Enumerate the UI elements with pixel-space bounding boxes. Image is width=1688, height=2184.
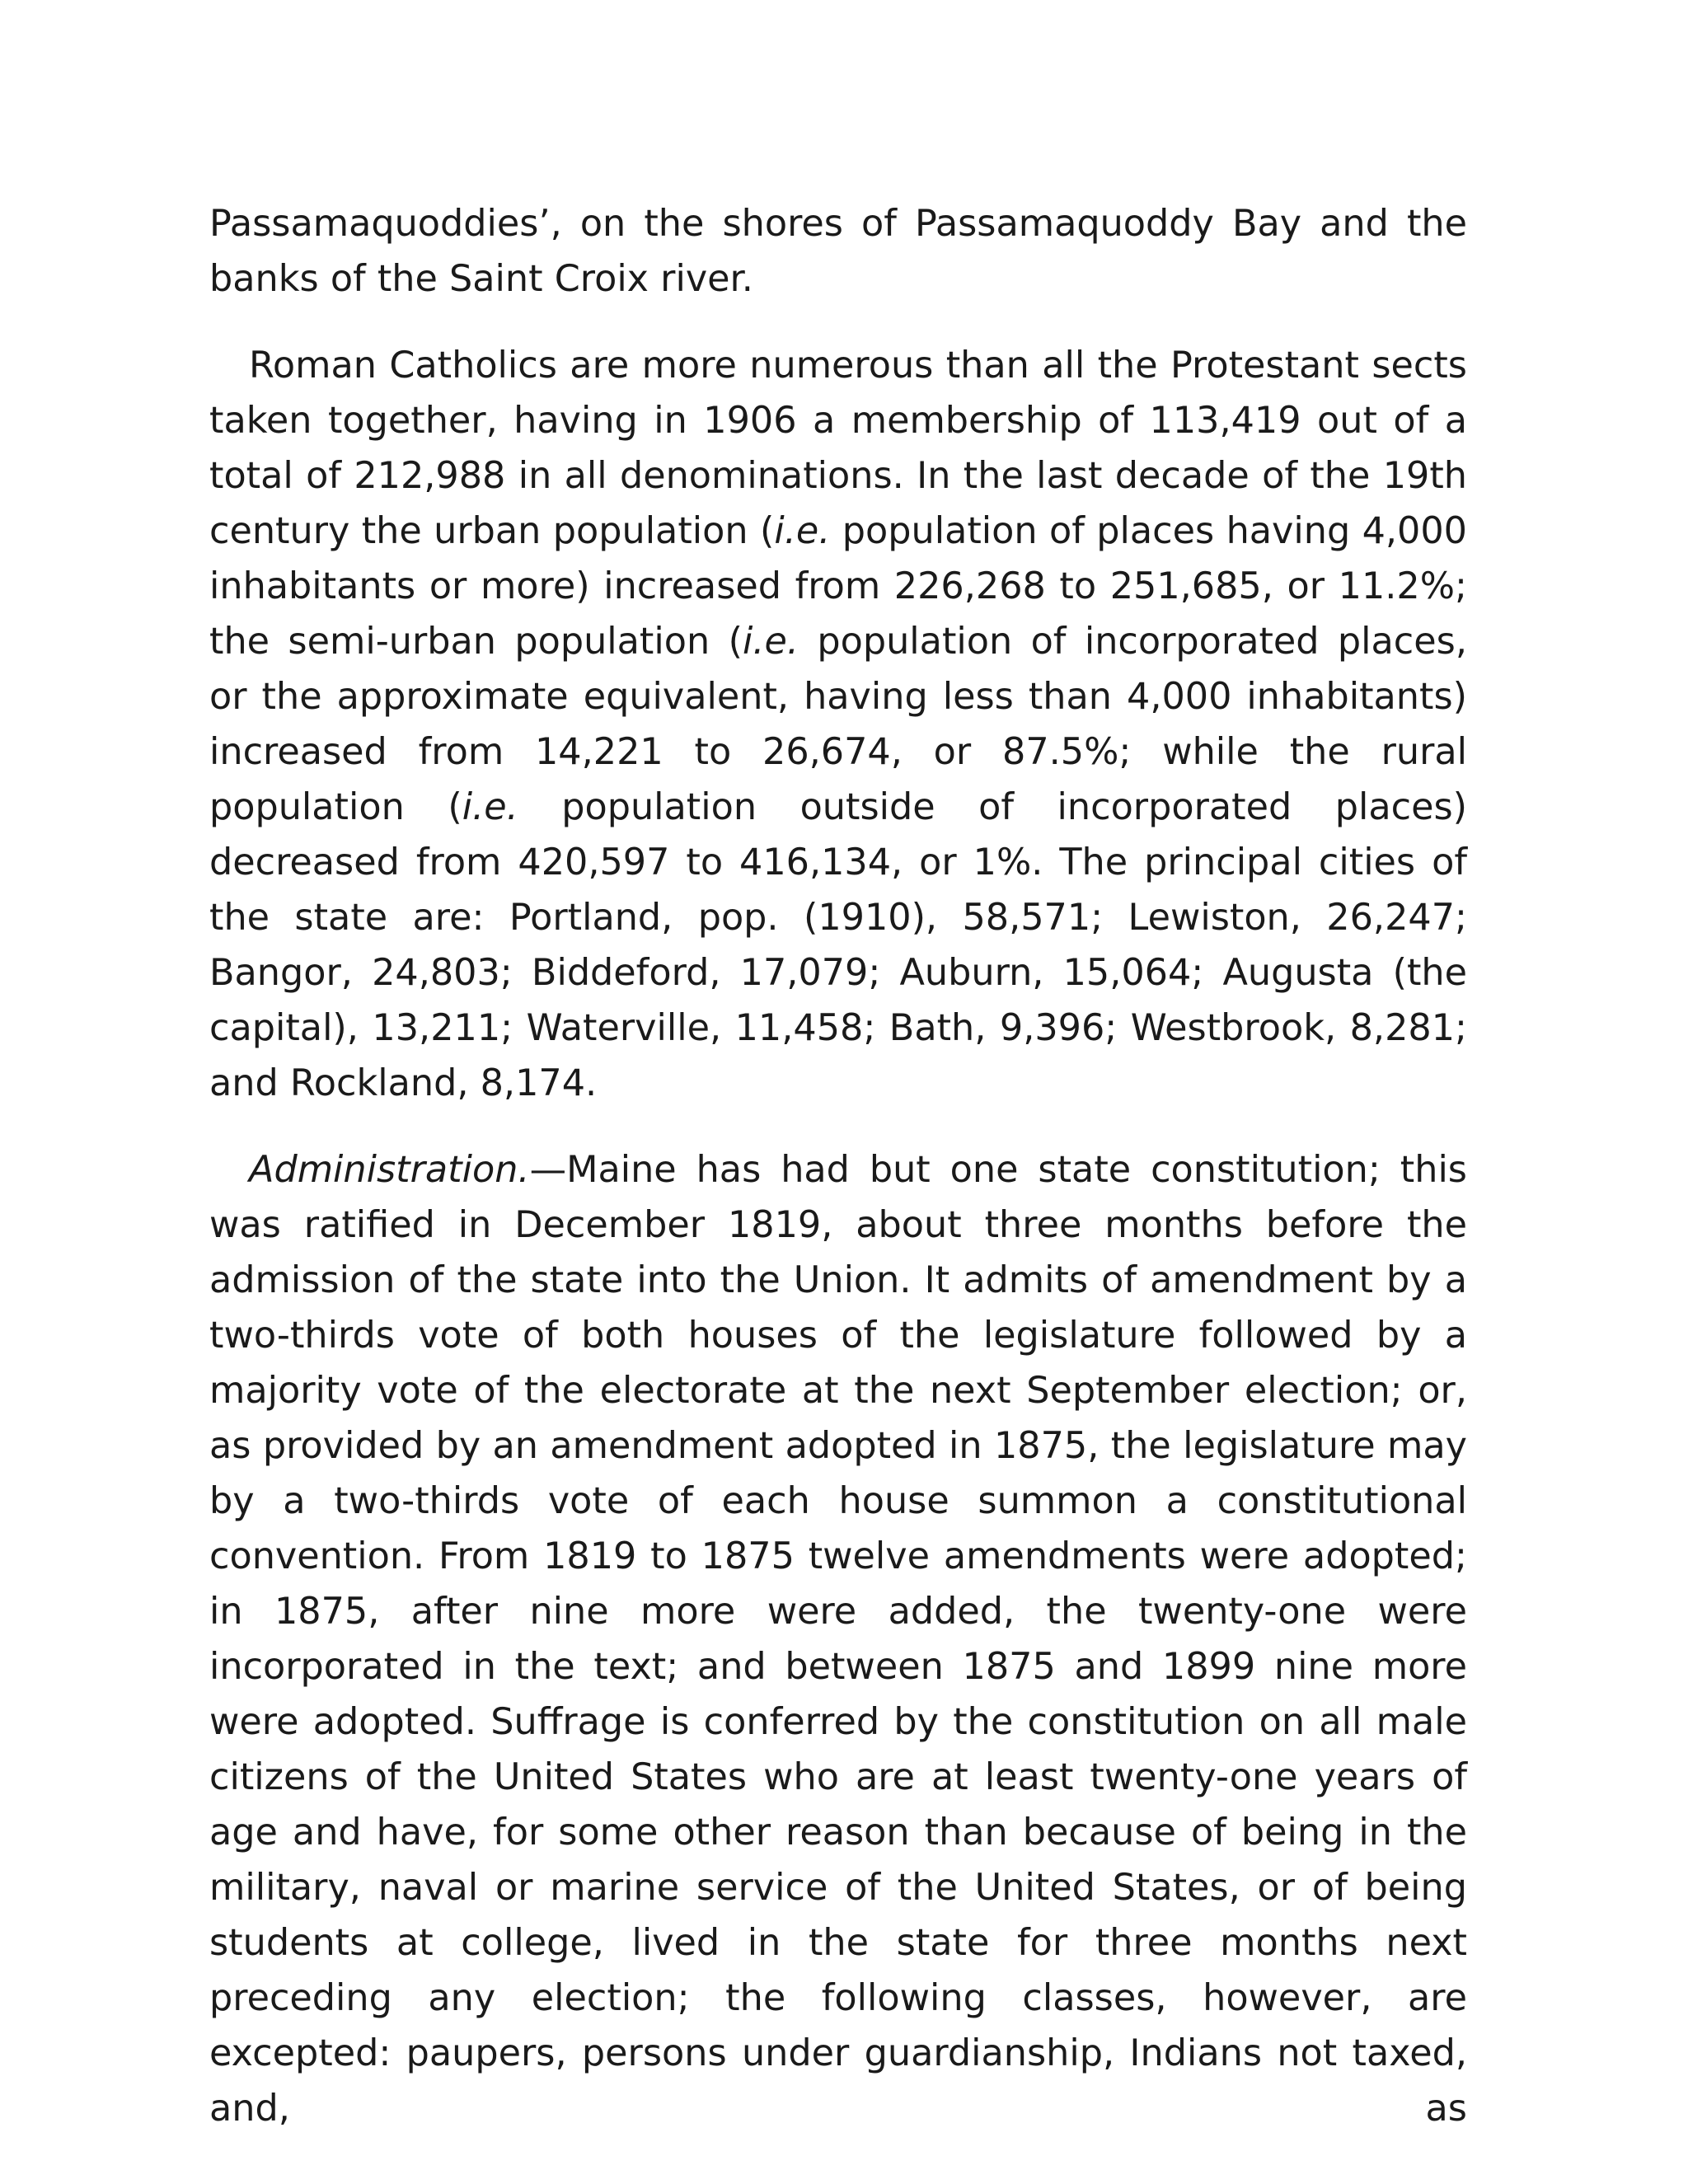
section-heading-administration: Administration. xyxy=(249,1149,530,1191)
paragraph-population xyxy=(209,338,1467,1111)
text-run: —Maine has had but one state constitution; this was ratified in December 1819, about three months before the admission of the state into the Union. It admits of amendment by a two-thirds vote of both houses of the legislature followed by a majority vote of the electorate at the next September election; or, as provided by an amendment adopted in 1875, the legislature may by a two-thirds vote of each house summon a constitutional convention. From 1819 to 1875 twelve amendments were adopted; in 1875, after nine more were added, the twenty-one were incorporated in the text; and between 1875 and 1899 nine more were adopted. Suffrage is conferred by the constitution on all male citizens of the United States who are at least twenty-one years of age and have, for some other reason than because of being in the military, naval or marine service of the United States, or of being students at college, lived in the state for three months next preceding any election; the following classes, however, are excepted: paupers, persons under guardianship, Indians not taxed, and, as xyxy=(209,1149,1467,2130)
paragraph-administration xyxy=(209,1142,1467,2136)
italic-run: i.e. xyxy=(774,510,831,552)
text-run: population of incorporated places, or the approximate equivalent, having less than 4,000 inhabitants) increased from 14,221 to 26,674, or 87.5%; while the rural population ( xyxy=(209,621,1467,828)
italic-run: i.e. xyxy=(462,786,518,828)
text-run: Roman Catholics are more numerous than all the Protestant sects taken together, having in 1906 a membership of 113,419 out of a total of 212,988 in all denominations. In the last decade of the 19th century the urban population ( xyxy=(209,344,1467,552)
text-run: Passamaquoddies’, on the shores of Passamaquoddy Bay and the banks of the Saint Croix river. xyxy=(209,203,1467,300)
text-run: population outside of incorporated places) decreased from 420,597 to 416,134, or 1%. The principal cities of the state are: Portland, pop. (1910), 58,571; Lewiston, 26,247; Bangor, 24,803; Biddeford, 17,079; Auburn, 15,064; Augusta (the capital), 13,211; Waterville, 11,458; Bath, 9,396; Westbrook, 8,281; and Rockland, 8,174. xyxy=(209,786,1467,1104)
text-run: population of places having 4,000 inhabitants or more) increased from 226,268 to 251,685, or 11.2%; the semi-urban population ( xyxy=(209,510,1467,663)
italic-run: i.e. xyxy=(742,621,799,663)
paragraph-passamaquoddies xyxy=(209,196,1467,307)
body-text xyxy=(209,196,1467,2136)
